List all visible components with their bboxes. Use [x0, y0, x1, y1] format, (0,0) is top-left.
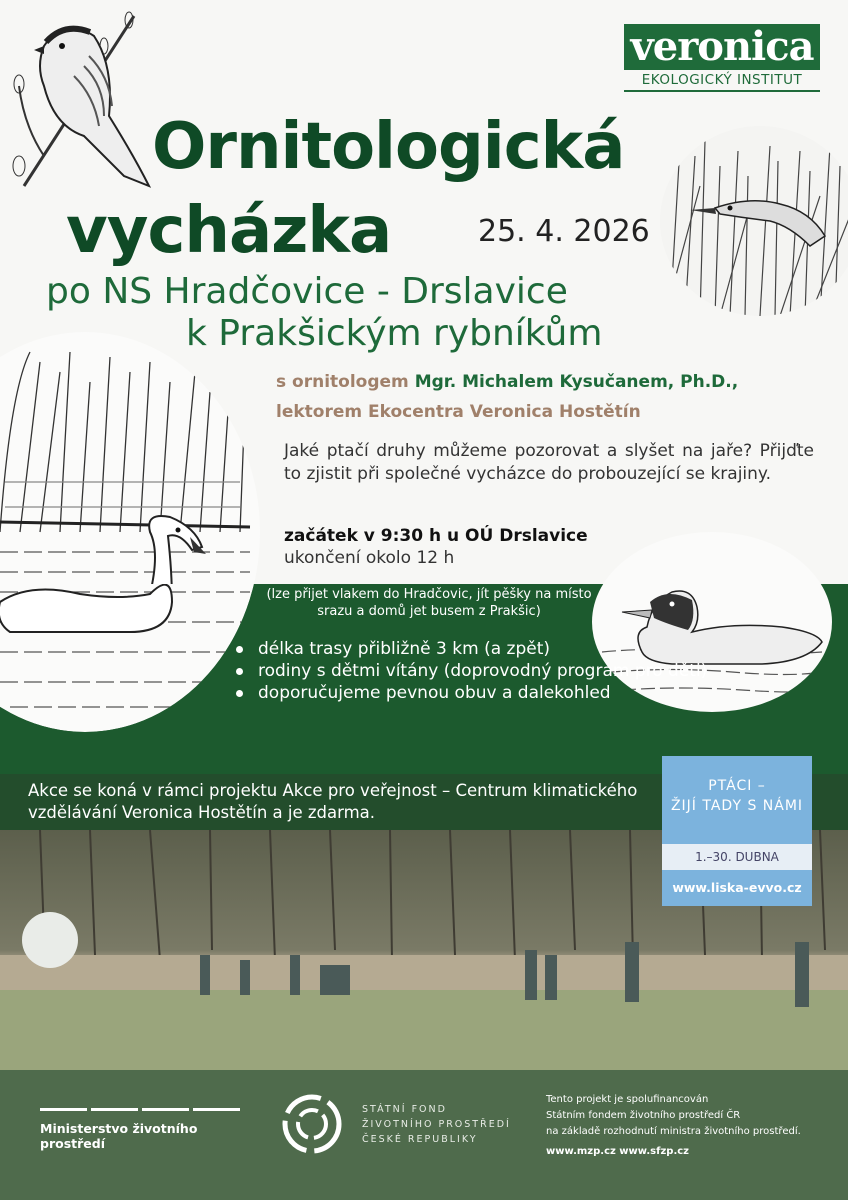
start-info: začátek v 9:30 h u OÚ Drslavice — [284, 526, 588, 546]
campaign-badge — [662, 756, 812, 906]
ministry-logo — [40, 1108, 240, 1151]
info-list — [232, 638, 707, 704]
transport-note: (lze přijet vlakem do Hradčovic, jít pěšky na místo srazu a domů jet busem z Prakšic) — [266, 587, 592, 619]
badge-dates: 1.–30. DUBNA — [662, 844, 812, 870]
guide-name: Mgr. Michalem Kysučanem, Ph.D., — [414, 372, 739, 392]
badge-url[interactable]: www.liska-evvo.cz — [672, 880, 802, 895]
sfzp-line3: ČESKÉ REPUBLIKY — [362, 1134, 478, 1145]
project-text: Akce se koná v rámci projektu Akce pro veřejnost – Centrum klimatického vzdělávání Veronica Hostětín a je zdarma. — [28, 781, 638, 822]
cofin-line3: na základě rozhodnutí ministra životního prostředí. — [546, 1126, 801, 1137]
sparrow-illustration — [4, 6, 154, 196]
cofin-line1: Tento projekt je spolufinancován — [546, 1094, 709, 1105]
sfzp-line1: STÁTNÍ FOND — [362, 1104, 447, 1115]
logo-subtitle: EKOLOGICKÝ INSTITUT — [624, 72, 820, 92]
sfzp-name — [362, 1102, 511, 1147]
list-item: rodiny s dětmi vítány (doprovodný program pro děti) — [232, 660, 707, 682]
sfzp-line2: ŽIVOTNÍHO PROSTŘEDÍ — [362, 1119, 511, 1130]
list-item: délka trasy přibližně 3 km (a zpět) — [232, 638, 707, 660]
guide-role: lektorem Ekocentra Veronica Hostětín — [276, 402, 641, 422]
event-date: 25. 4. 2026 — [478, 214, 650, 249]
cofinancing-note — [546, 1092, 801, 1160]
logo-wordmark: veronica — [624, 24, 820, 70]
cofin-line2: Státním fondem životního prostředí ČR — [546, 1110, 741, 1121]
guide-prefix: s ornitologem — [276, 372, 409, 392]
sfzp-logo-icon — [282, 1094, 342, 1154]
route-line1: po NS Hradčovice - Drslavice — [46, 271, 568, 312]
ministry-name: Ministerstvo životního prostředí — [40, 1121, 198, 1151]
ministry-bars — [40, 1108, 240, 1111]
veronica-logo — [624, 24, 820, 92]
end-info: ukončení okolo 12 h — [284, 548, 455, 568]
badge-title — [662, 776, 812, 816]
guide-line1 — [276, 372, 738, 392]
page-title-line2: vycházka — [66, 194, 392, 268]
badge-line2: ŽIJÍ TADY S NÁMI — [670, 798, 804, 814]
page-title-line1: Ornitologická — [152, 110, 625, 184]
footer-websites[interactable]: www.mzp.cz www.sfzp.cz — [546, 1146, 690, 1157]
heron-illustration — [660, 126, 848, 316]
badge-line1: PTÁCI – — [708, 778, 766, 794]
list-item: doporučujeme pevnou obuv a dalekohled — [232, 682, 707, 704]
route-line2: k Prakšickým rybníkům — [186, 313, 603, 354]
intro-text: Jaké ptačí druhy můžeme pozorovat a slyšet na jaře? Přijďte to zjistit při společné vycházce do probouzející se krajiny. — [284, 441, 814, 484]
